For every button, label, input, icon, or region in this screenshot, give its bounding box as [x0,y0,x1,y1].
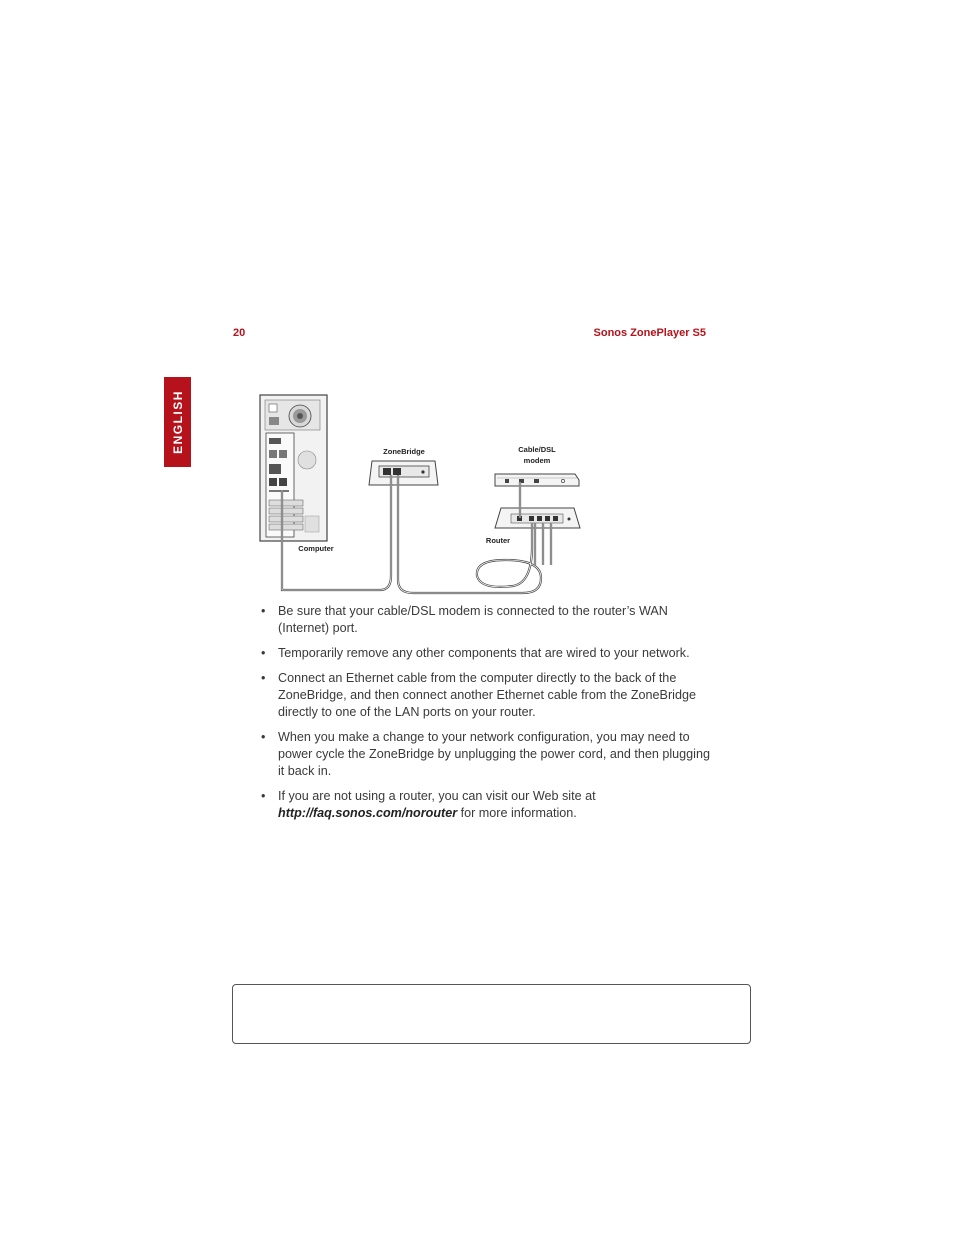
zonebridge-label: ZoneBridge [383,447,425,456]
modem-icon [495,474,579,486]
list-item [260,670,710,721]
norouter-link[interactable]: http://faq.sonos.com/norouter [278,806,458,820]
language-tab [164,377,191,467]
list-item [260,645,710,662]
list-item [260,788,710,822]
instructions-list [260,603,710,830]
router-icon [495,508,580,528]
bullet-marker: • [261,789,266,803]
language-tab-label: ENGLISH [170,390,185,454]
list-item-text: Temporarily remove any other components that are wired to your network. [278,646,690,660]
note-box [232,984,751,1044]
bullet-marker: • [261,730,266,744]
list-item-text: When you make a change to your network configuration, you may need to power cycle the ZoneBridge by unplugging the power cord, and then plugging it back in. [278,730,710,778]
list-item [260,603,710,637]
list-item-text: Be sure that your cable/DSL modem is connected to the router’s WAN (Internet) port. [278,604,668,635]
computer-label: Computer [298,544,334,553]
modem-label-line2: modem [523,456,551,465]
bullet-marker: • [261,604,266,618]
bullet-marker: • [261,646,266,660]
list-item-text: Connect an Ethernet cable from the computer directly to the back of the ZoneBridge, and then connect another Ethernet cable from the ZoneBridge directly to one of the LAN ports on your router. [278,671,696,719]
list-item-text-after: for more information. [457,806,577,820]
network-diagram [255,390,595,600]
list-item [260,729,710,780]
page-number: 20 [233,327,246,339]
modem-label-line1: Cable/DSL [518,445,556,454]
router-label: Router [485,536,511,545]
computer-icon [260,395,327,541]
list-item-text: If you are not using a router, you can visit our Web site at [278,789,596,803]
bullet-marker: • [261,671,266,685]
running-header-title: Sonos ZonePlayer S5 [593,327,706,339]
zonebridge-icon [369,461,438,485]
